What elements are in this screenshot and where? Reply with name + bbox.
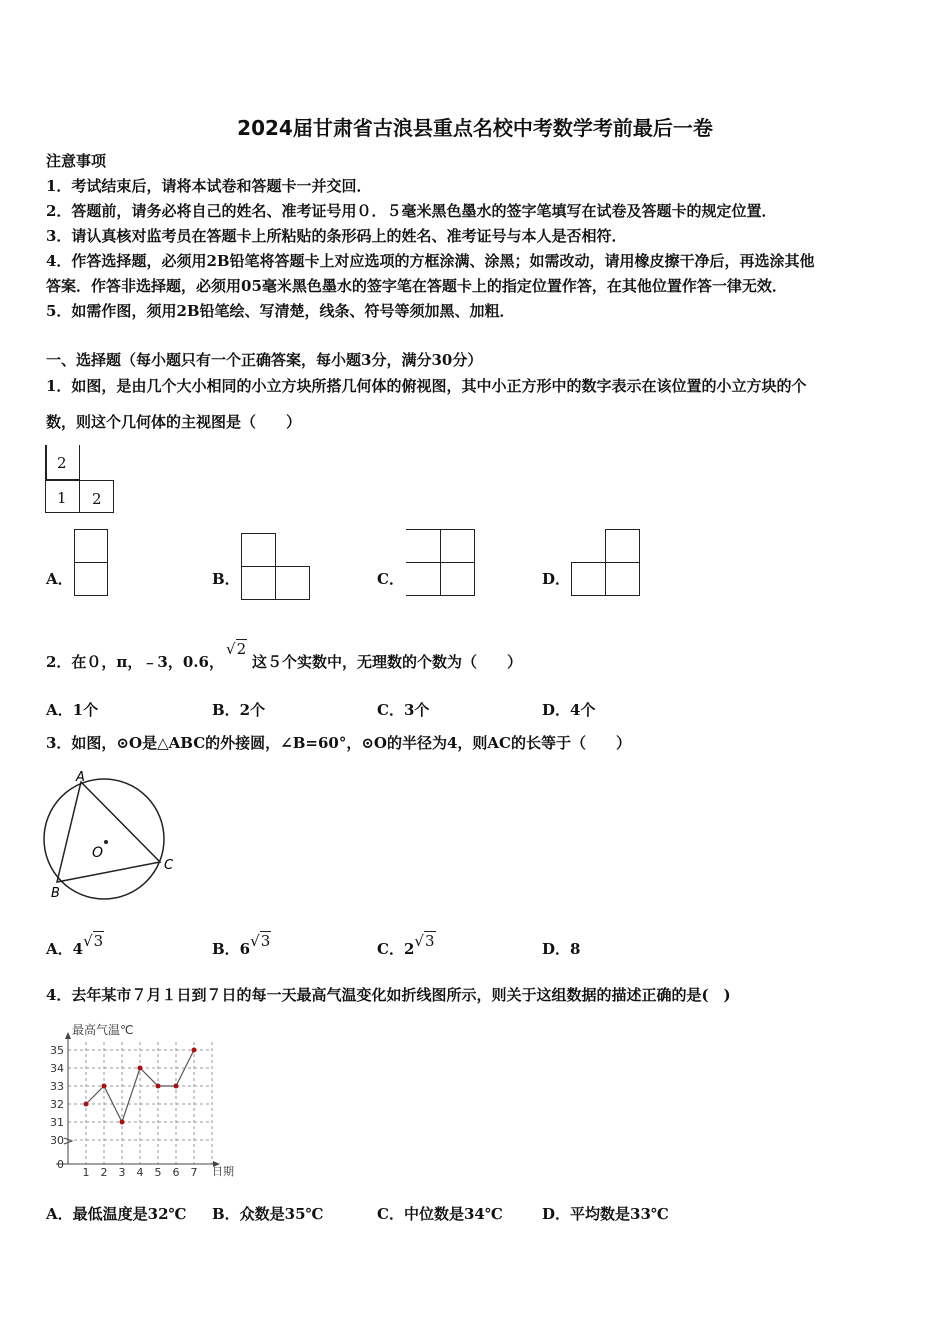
q2-sqrt: √2 [226,640,247,658]
q4-text: 4．去年某市７月１日到７日的每一天最高气温变化如折线图所示，则关于这组数据的描述正确的是( ) [46,986,731,1004]
y-axis-arrow [65,1032,71,1039]
data-point-day-3 [120,1120,125,1125]
x-tick-label: 4 [136,1166,144,1179]
label-b: B [51,886,60,901]
q1-text-line2: 数，则这个几何体的主视图是（ ） [46,413,302,431]
q2-text-a: 2．在０，π，﹣3，0.6， [46,653,224,671]
origin-label: 0 [57,1158,64,1171]
q2-option-a[interactable]: A．1个 [46,701,99,719]
q2-option-c[interactable]: C．3个 [377,701,430,719]
notice-heading: 注意事项 [46,152,107,170]
notice-item-4-cont: 答案．作答非选择题，必须用05毫米黑色墨水的签字笔在答题卡上的指定位置作答，在其他位置作答一律无效． [46,277,787,295]
q3-text: 3．如图，⊙O是△ABC的外接圆，∠B=60°，⊙O的半径为4，则AC的长等于（ ） [46,734,631,752]
chart-ticks [50,1044,198,1179]
grid-cell-bottom-right: 2 [92,490,102,508]
q4-option-c[interactable]: C．中位数是34℃ [377,1205,503,1223]
q1-option-d-label[interactable]: D． [542,570,571,588]
q1-option-a-label[interactable]: A． [46,570,73,588]
data-point-day-4 [138,1066,143,1071]
grid-cell-bottom-left: 1 [57,489,67,507]
x-tick-label: 5 [154,1166,162,1179]
section-heading: 一、选择题（每小题只有一个正确答案，每小题3分，满分30分） [46,351,483,369]
q1-text-line1: 1．如图，是由几个大小相同的小立方块所搭几何体的俯视图，其中小正方形中的数字表示在该位置的小立方块的个 [46,377,807,395]
y-tick-label: 32 [50,1098,64,1111]
data-point-day-7 [192,1048,197,1053]
center-point [104,840,108,844]
y-tick-label: 31 [50,1116,64,1129]
notice-item-2: 2．答题前，请务必将自己的姓名、准考证号用０．５毫米黑色墨水的签字笔填写在试卷及答题卡的规定位置． [46,202,777,220]
label-a: A [76,770,85,785]
y-axis-label: 最高气温℃ [72,1023,134,1037]
label-o: O [92,845,104,861]
data-point-day-1 [84,1102,89,1107]
triangle-abc [57,782,160,882]
x-tick-label: 6 [172,1166,180,1179]
q4-option-a[interactable]: A．最低温度是32℃ [46,1205,187,1223]
data-point-day-2 [102,1084,107,1089]
data-point-day-6 [174,1084,179,1089]
temperature-line-chart [40,1020,245,1180]
chart-grid [68,1042,212,1164]
grid-cell-top: 2 [57,454,67,472]
y-tick-label: 34 [50,1062,64,1075]
notice-item-4: 4．作答选择题，必须用2B铅笔将答题卡上对应选项的方框涂满、涂黑；如需改动，请用橡皮擦干净后，再选涂其他 [46,252,815,270]
q3-circle-figure [40,768,180,908]
q2-sqrt-radicand: 2 [236,640,247,658]
q3-option-d[interactable]: D．8 [542,940,581,958]
page-title: 2024届甘肃省古浪县重点名校中考数学考前最后一卷 [237,116,713,140]
q3-option-a[interactable]: A．4√3 [46,932,104,958]
notice-item-3: 3．请认真核对监考员在答题卡上所粘贴的条形码上的姓名、准考证号与本人是否相符． [46,227,627,245]
q3-option-c[interactable]: C．2√3 [377,932,435,958]
q4-option-d[interactable]: D．平均数是33℃ [542,1205,669,1223]
x-tick-label: 7 [190,1166,198,1179]
q3-option-b[interactable]: B．6√3 [212,932,271,958]
notice-item-1: 1．考试结束后，请将本试卷和答题卡一并交回． [46,177,372,195]
q1-option-c-label[interactable]: C． [377,570,404,588]
q2-option-b[interactable]: B．2个 [212,701,266,719]
x-tick-label: 2 [100,1166,108,1179]
y-tick-label: 35 [50,1044,64,1057]
y-tick-label: 30 [50,1134,64,1147]
x-axis-label: 日期 [212,1165,234,1178]
q4-option-b[interactable]: B．众数是35℃ [212,1205,324,1223]
label-c: C [164,858,174,873]
y-tick-label: 33 [50,1080,64,1093]
data-point-day-5 [156,1084,161,1089]
notice-item-5: 5．如需作图，须用2B铅笔绘、写清楚，线条、符号等须加黑、加粗． [46,302,515,320]
q2-option-d[interactable]: D．4个 [542,701,596,719]
x-tick-label: 1 [82,1166,90,1179]
q2-text-b: 这５个实数中，无理数的个数为（ ） [252,653,523,671]
q1-option-b-label[interactable]: B． [212,570,240,588]
x-tick-label: 3 [118,1166,126,1179]
